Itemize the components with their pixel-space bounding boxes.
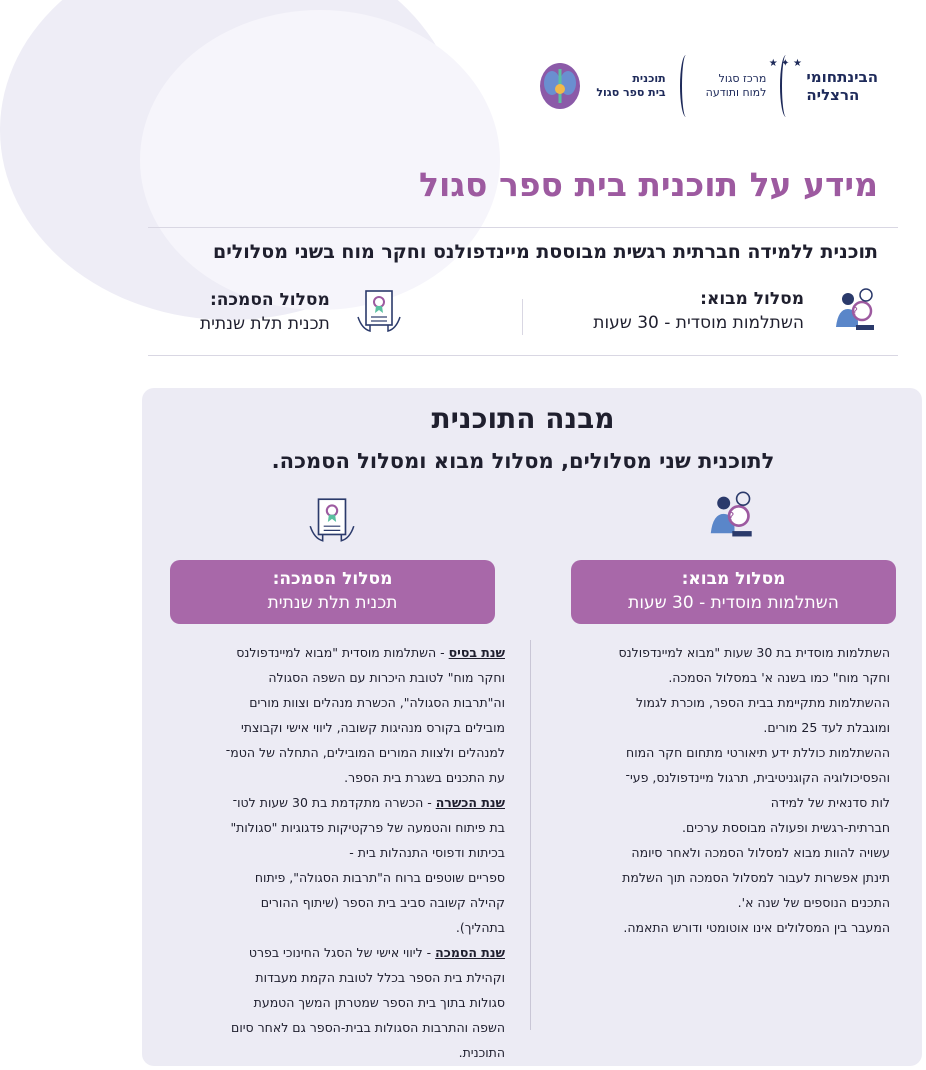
header-logos — [538, 55, 878, 117]
year2-label: שנת הכשרה — [435, 795, 505, 810]
entry-line: ומוגבלת לעד 25 מורים. — [763, 720, 890, 735]
cert-line: מובילים בקורס מנהיגות קשובה, ליווי אישי וקבוצתי — [241, 720, 505, 735]
cert-line-text: - ליווי אישי של הסגל החינוכי בפרט — [248, 945, 436, 960]
page-subtitle: תוכנית ללמידה חברתית רגשית מבוססת מיינדפולנס וחקר מוח בשני מסלולים — [212, 241, 878, 263]
program-logo — [596, 72, 665, 100]
logo-divider — [680, 55, 692, 117]
divider — [148, 355, 898, 356]
stars-icon — [768, 54, 870, 70]
entry-track-text — [550, 640, 890, 940]
entry-line: חברתית-רגשית ופעולה מבוססת ערכים. — [681, 820, 890, 835]
entry-line: והפסיכולוגיה הקוגניטיבית, תרגול מיינדפולנס, פעי־ — [625, 770, 890, 785]
center-line2: למוח ותודעה — [705, 86, 767, 99]
cert-pill-title: מסלול הסמכה: — [272, 569, 393, 589]
entry-line: עשויה להוות מבוא למסלול הסמכה ולאחר סיומה — [631, 845, 890, 860]
center-line1: מרכז סגול — [718, 72, 767, 85]
entry-line: ההשתלמות מתקיימת בבית הספר, מוכרת לגמול — [636, 695, 890, 710]
panel-subtitle: לתוכנית שני מסלולים, מסלול מבוא ומסלול הסמכה. — [271, 449, 775, 473]
center-logo — [706, 72, 767, 100]
cert-line: וה"תרבות הסגולה", הכשרת מנהלים וצוות מורים — [249, 695, 505, 710]
cert-line: וחקר מוח" לטובת היכרות עם השפה הסגולה — [268, 670, 505, 685]
cert-line: בת פיתוח והטמעה של פרקטיקות פדגוגיות "סגולות" — [230, 820, 505, 835]
cert-line: השפה והתרבות הסגולות בבית-הספר גם לאחר סיום — [231, 1020, 505, 1035]
entry-line: ההשתלמות כוללת ידע תיאורטי מתחום חקר המוח — [626, 745, 890, 760]
svg-text:?: ? — [852, 305, 858, 318]
entry-pill-title: מסלול מבוא: — [681, 569, 786, 589]
svg-text:★ ✦ ★: ★ ✦ ★ — [768, 58, 802, 69]
entry-line: התכנים הנוספים של שנה א'. — [737, 895, 890, 910]
brain-icon — [538, 61, 582, 111]
cert-line: התוכנית. — [458, 1045, 505, 1060]
cert-track-summary — [200, 285, 406, 339]
svg-text:?: ? — [728, 509, 735, 524]
entry-line: השתלמות מוסדית בת 30 שעות "מבוא למיינדפולנס — [618, 645, 890, 660]
logo-hit-line1: הבינתחומי — [806, 68, 878, 86]
cert-line-text: - הכשרה מתקדמת בת 30 שעות לטו־ — [232, 795, 436, 810]
entry-line: לות סדנאית של למידה — [770, 795, 890, 810]
entry-track-summary — [593, 285, 878, 337]
certificate-icon — [304, 493, 360, 549]
cert-line-text: - השתלמות מוסדית "מבוא למיינדפולנס — [236, 645, 449, 660]
reichman-logo — [768, 58, 878, 104]
panel-title: מבנה התוכנית — [431, 402, 615, 435]
decorative-background-shape-inner — [140, 10, 500, 310]
cert-track-desc: תכנית תלת שנתית — [200, 314, 330, 334]
divider — [148, 227, 898, 228]
cert-track-text — [175, 640, 505, 1065]
year3-label: שנת הסמכה — [435, 945, 505, 960]
cert-line: סגולות בתוך בית הספר שמטרתן המשך הטמעת — [253, 995, 505, 1010]
entry-line: וחקר מוח" כמו בשנה א' במסלול הסמכה. — [668, 670, 890, 685]
entry-track-title: מסלול מבוא: — [700, 289, 804, 309]
researcher-icon — [826, 285, 878, 337]
entry-track-desc: השתלמות מוסדית - 30 שעות — [593, 313, 804, 333]
cert-track-title: מסלול הסמכה: — [209, 290, 330, 310]
entry-pill-desc: השתלמות מוסדית - 30 שעות — [628, 593, 839, 613]
program-line1: תוכנית — [632, 72, 666, 85]
cert-line — [175, 940, 505, 965]
page-title: מידע על תוכנית בית ספר סגול — [419, 165, 878, 204]
entry-line: תינתן אפשרות לעבור למסלול הסמכה תוך השלמת — [622, 870, 890, 885]
cert-line: עת התכנים בשגרת בית הספר. — [344, 770, 505, 785]
cert-line — [175, 640, 505, 665]
tracks-summary — [160, 285, 878, 347]
program-line2: בית ספר סגול — [596, 86, 666, 99]
cert-line — [175, 790, 505, 815]
year1-label: שנת בסיס — [448, 645, 505, 660]
cert-track-pill — [170, 560, 495, 624]
cert-line: קהילה קשובה סביב בית הספר (שיתוף ההורים — [260, 895, 505, 910]
cert-line: למנהלים ולצוות המורים המובילים, התחלה של הטמ־ — [225, 745, 505, 760]
column-divider — [530, 640, 531, 1030]
cert-line: בתהליך). — [455, 920, 505, 935]
entry-line: המעבר בין המסלולים אינו אוטומטי ודורש התאמה. — [623, 920, 890, 935]
researcher-icon — [700, 488, 756, 544]
cert-pill-desc: תכנית תלת שנתית — [267, 593, 398, 613]
entry-track-pill — [571, 560, 896, 624]
cert-line: וקהילת בית הספר בכלל לטובת הקמת מעבדות — [255, 970, 505, 985]
divider — [522, 299, 523, 335]
cert-line: בכיתות ודפוסי התנהלות בית - — [349, 845, 505, 860]
logo-hit-line2: הרצליה — [806, 86, 860, 104]
cert-line: ספריים שוטפים ברוח ה"תרבות הסגולה", פיתוח — [254, 870, 505, 885]
certificate-icon — [352, 285, 406, 339]
